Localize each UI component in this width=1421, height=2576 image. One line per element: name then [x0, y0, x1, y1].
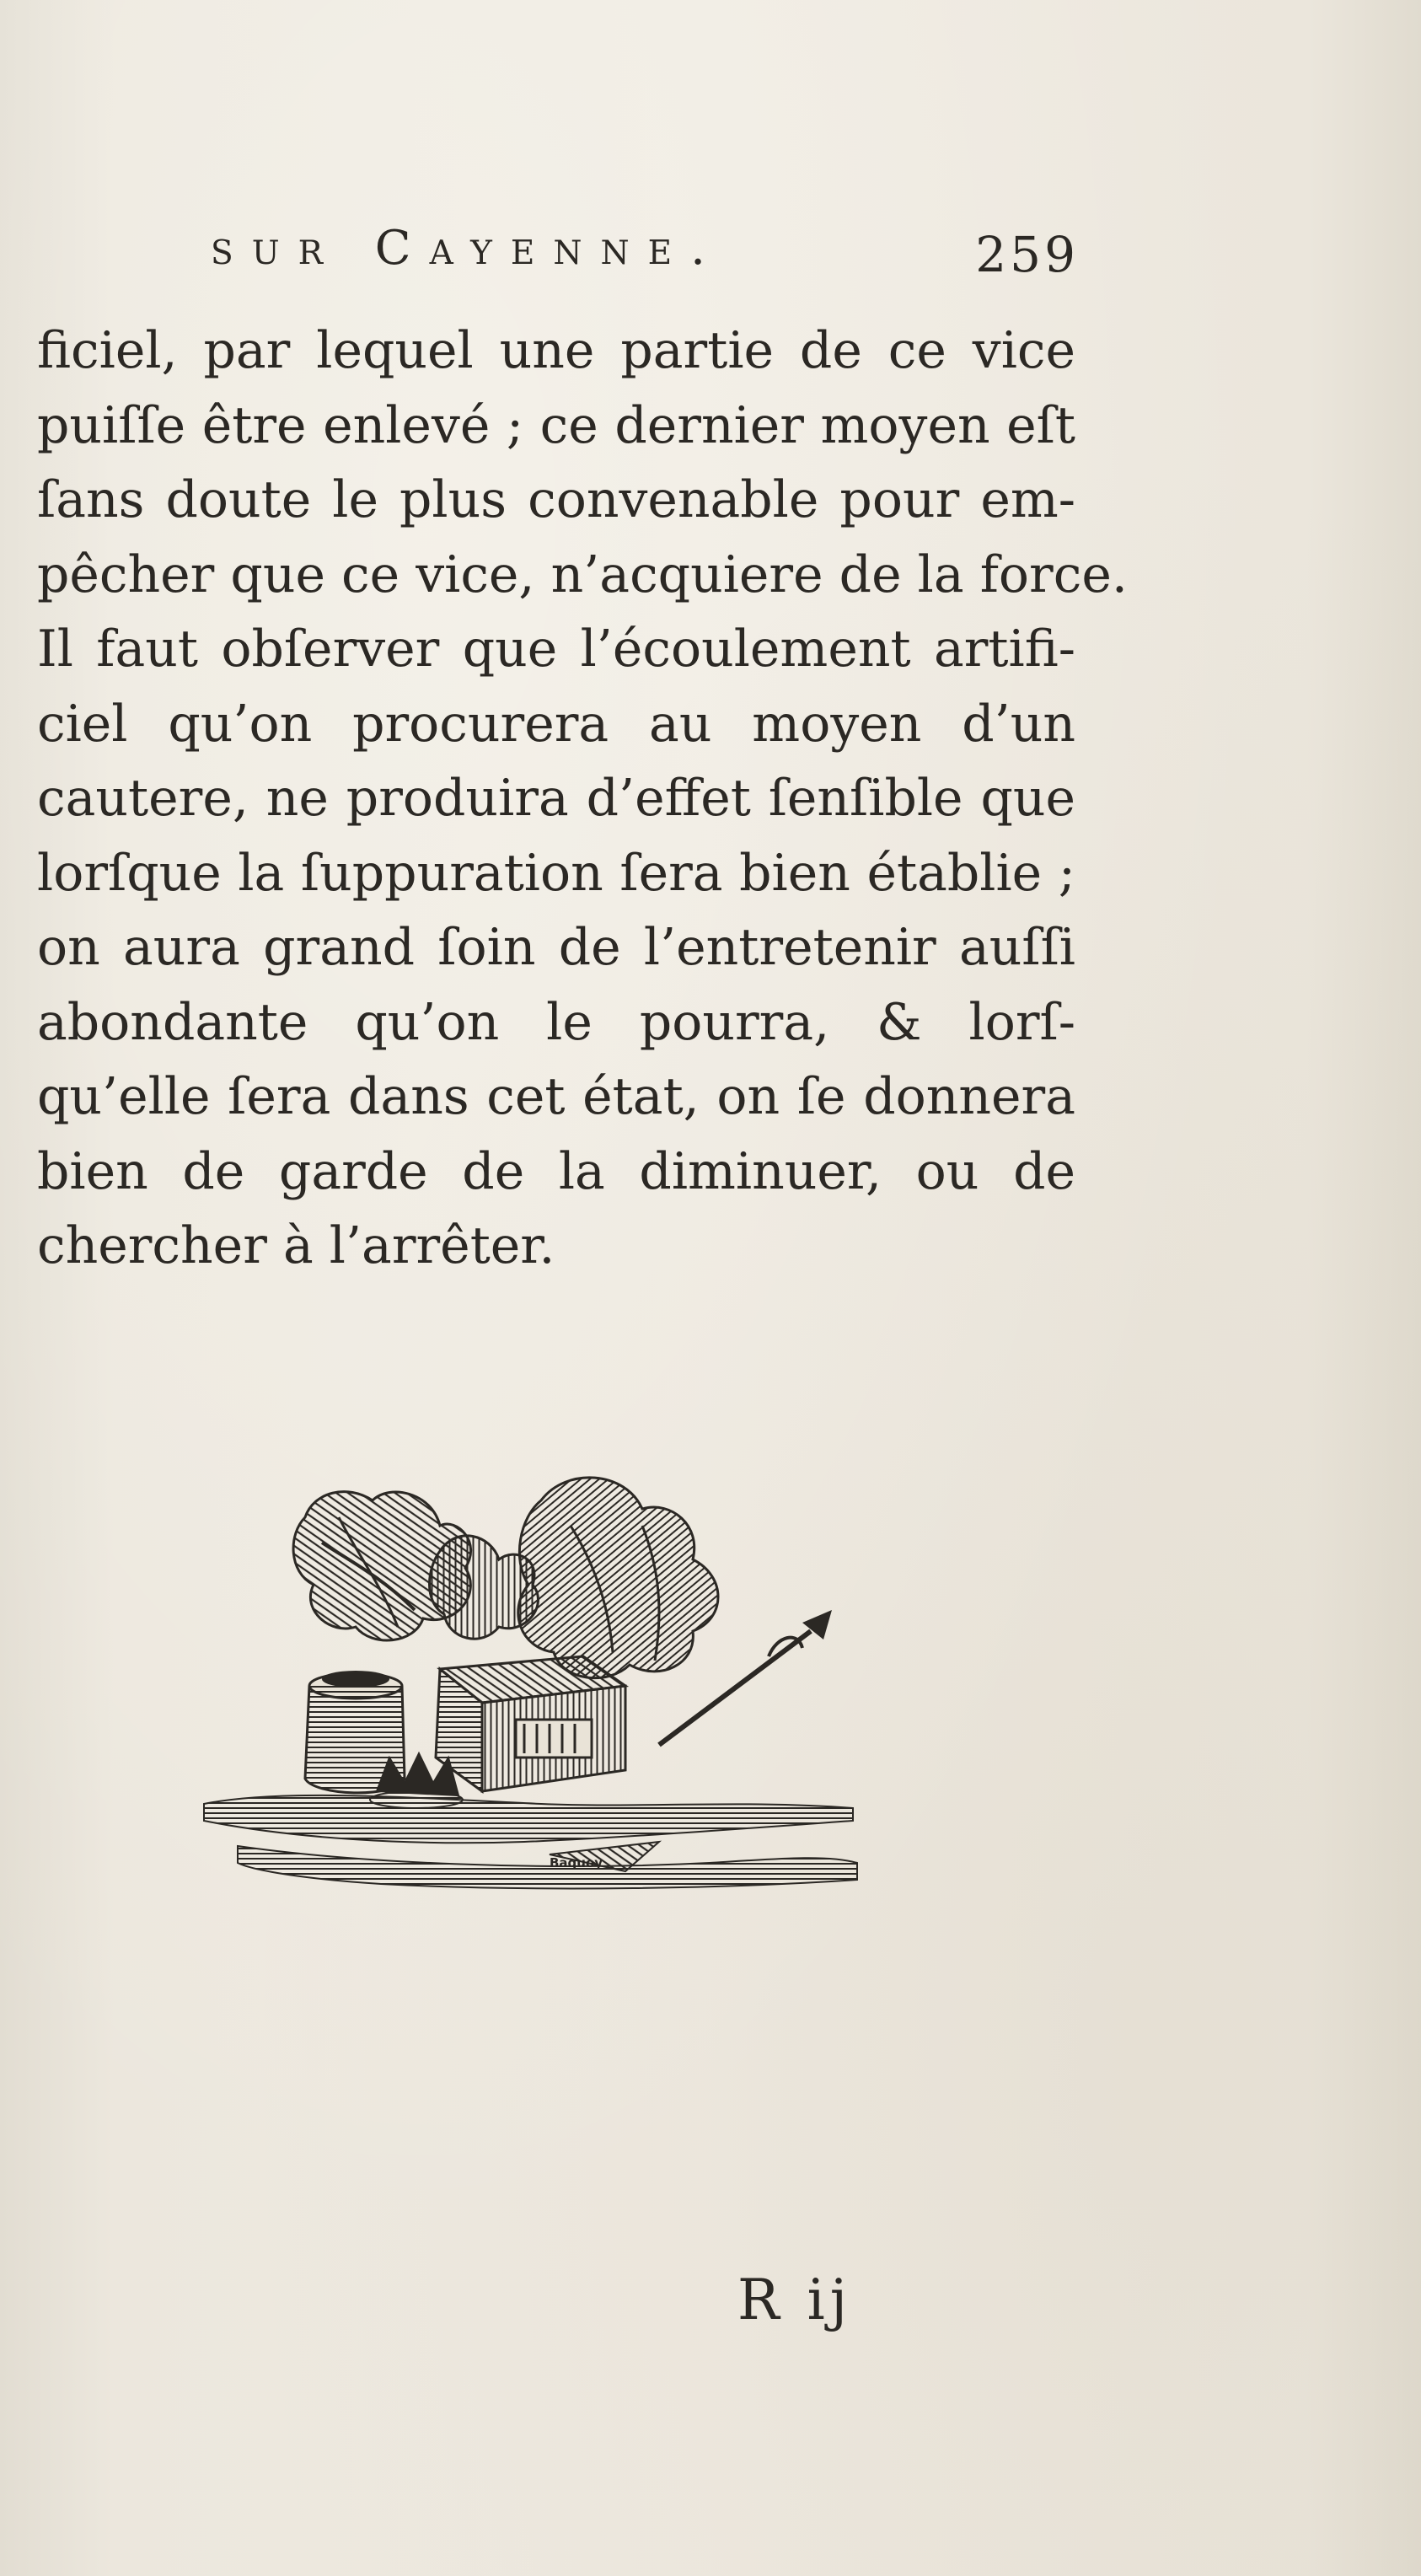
page-number: 259 — [975, 226, 1079, 283]
text-line: on aura grand ſoin de l’entretenir auſſi — [37, 918, 1075, 977]
text-line: bien de garde de la diminuer, ou de — [37, 1141, 1075, 1201]
chest — [436, 1656, 625, 1791]
text-line: cautere, ne produira d’effet ſenſible que — [37, 769, 1075, 828]
text-line: chercher à l’arrêter. — [37, 1216, 555, 1275]
engraver-signature: Baquoy — [550, 1855, 603, 1870]
foliage-right — [518, 1478, 718, 1678]
text-line: abondante qu’on le pourra, & lorſ- — [37, 992, 1075, 1052]
engraved-vignette — [187, 1467, 870, 1947]
text-line: ſans doute le plus convenable pour em- — [37, 470, 1075, 529]
text-line: pêcher que ce vice, n’acquiere de la force. — [37, 545, 1128, 604]
text-line: Il faut obſerver que l’écoulement artifi- — [37, 620, 1075, 679]
text-line: ficiel, par lequel une partie de ce vice — [37, 321, 1075, 380]
signature-mark: R ij — [737, 2267, 853, 2332]
text-line: ciel qu’on procurera au moyen d’un — [37, 694, 1075, 754]
running-head — [211, 221, 1079, 297]
body-text — [37, 314, 1128, 1284]
text-line: qu’elle ſera dans cet état, on ſe donnera — [37, 1067, 1075, 1126]
text-line: lorſque la ſuppuration ſera bien établie ; — [37, 843, 1075, 903]
text-line: puiſſe être enlevé ; ce dernier moyen eſt — [37, 395, 1075, 455]
ground — [204, 1795, 857, 1889]
running-title: sur Cayenne. — [211, 221, 724, 276]
